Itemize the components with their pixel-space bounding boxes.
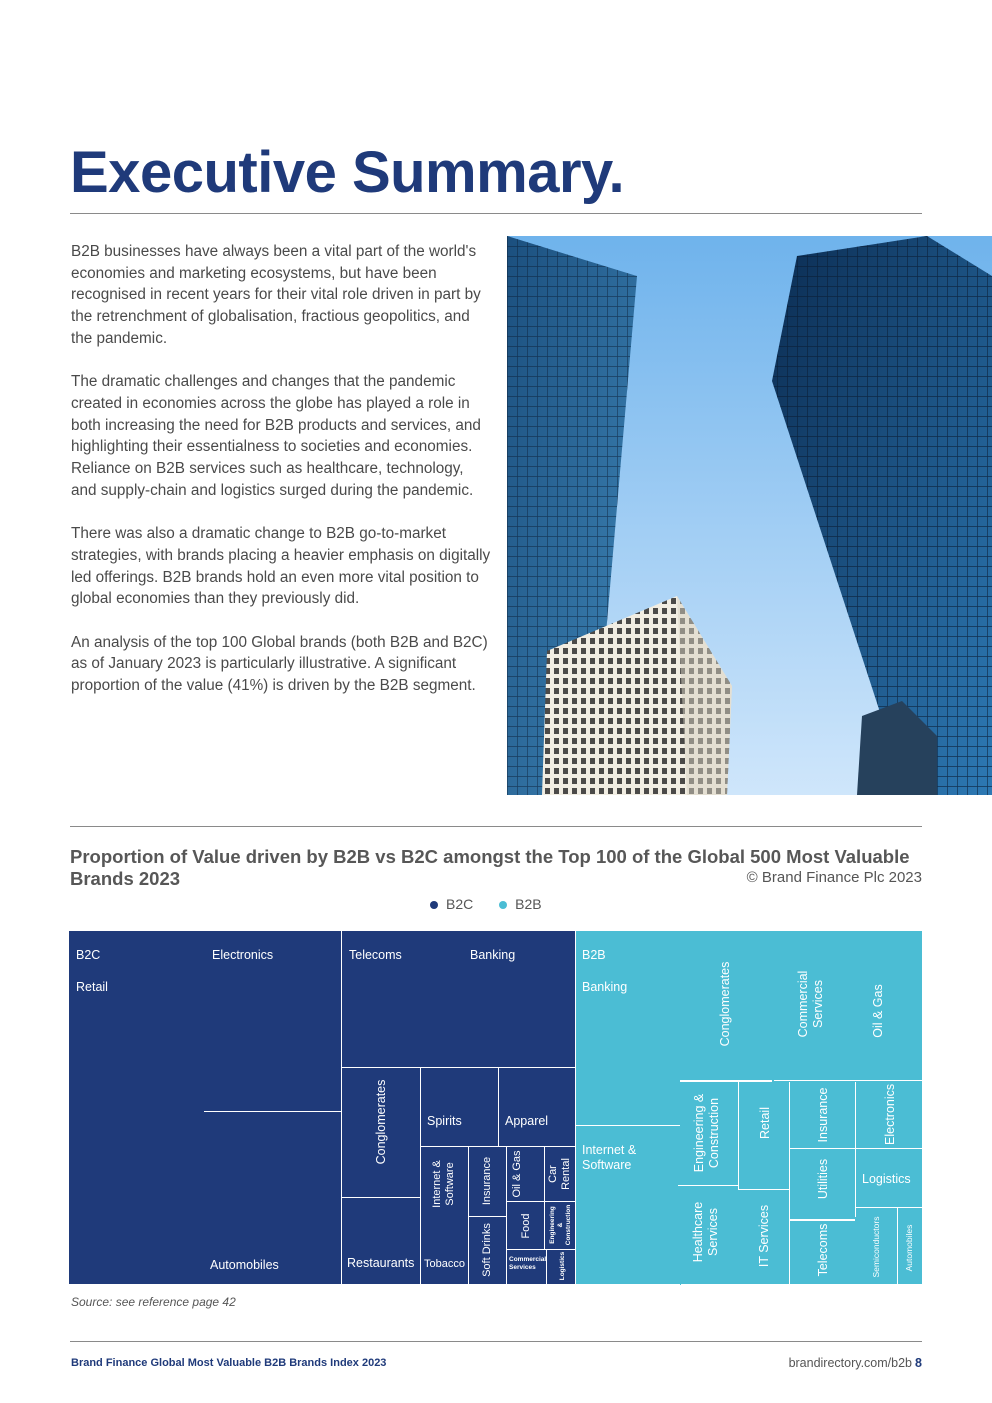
tile-label-banking: Banking — [470, 948, 516, 962]
tile-label-b2b-oil-gas: Oil & Gas — [871, 984, 885, 1038]
tile-label-internet-software: Internet & Software — [431, 1160, 456, 1208]
tile-restaurants — [342, 1198, 421, 1285]
tile-label-b2b-conglomerates: Conglomerates — [718, 961, 732, 1047]
title-divider — [70, 213, 922, 214]
tile-label-b2b-utilities: Utilities — [816, 1158, 830, 1200]
page-number: 8 — [915, 1356, 922, 1370]
tile-divider — [855, 1207, 922, 1208]
legend-dot-icon — [499, 901, 507, 909]
intro-paragraph: An analysis of the top 100 Global brands (both B2B and B2C) as of January 2023 is particularly illustrative. A significant proportion of the value (41%) is driven by the B2B segment. — [71, 633, 488, 695]
intro-paragraph: The dramatic challenges and changes that the pandemic created in economies across the globe has played a role in both increasing the need for B2B products and services, and highlighting their essentialness to societies and economies. Reliance on B2B services such as healthcare, technology, and supply-chain and logistics surged during the pandemic. — [71, 373, 481, 499]
tile-label-electronics: Electronics — [212, 948, 274, 962]
chart-title: Proportion of Value driven by B2B vs B2C amongst the Top 100 of the Global 500 Most Valuable Brands 2023 — [70, 846, 910, 889]
tile-label-b2c: B2C — [76, 948, 101, 962]
tile-label-logistics: Logistics — [559, 1251, 566, 1281]
tile-label-b2b-semiconductors: Semiconductors — [871, 1216, 881, 1278]
tile-divider — [204, 1111, 341, 1112]
tile-divider — [678, 1185, 738, 1186]
tile-label-car-rental: Car Rental — [547, 1158, 572, 1190]
chart-source: Source: see reference page 42 — [71, 1295, 236, 1309]
tile-label-spirits: Spirits — [427, 1114, 462, 1128]
tile-label-commercial-services: Commercial Services — [509, 1256, 547, 1271]
tile-label-b2b-internet-software: Internet & Software — [582, 1143, 637, 1172]
intro-paragraph: B2B businesses have always been a vital part of the world's economies and marketing ecosystems, but have been recognised in recent years for their vital role driven in part by the retrenchment of globalisation, fractious geopolitics, and the pandemic. — [71, 243, 481, 347]
tile-label-insurance: Insurance — [481, 1156, 493, 1206]
tile-label-b2b-healthcare: Healthcare Services — [691, 1201, 720, 1263]
tile-divider — [789, 1219, 855, 1221]
tile-label-restaurants: Restaurants — [347, 1256, 415, 1270]
tile-divider — [789, 1082, 790, 1285]
tile-divider — [738, 1082, 739, 1189]
tile-label-b2b-commercial-services: Commercial Services — [796, 970, 825, 1038]
tile-label-b2b-retail: Retail — [758, 1107, 772, 1139]
tile-label-b2b-logistics: Logistics — [862, 1172, 911, 1186]
tile-label-b2b-insurance: Insurance — [816, 1087, 830, 1143]
tile-label-b2b: B2B — [582, 948, 606, 962]
footer-report-name: Brand Finance Global Most Valuable B2B Brands Index 2023 — [71, 1357, 387, 1369]
tile-divider — [680, 1080, 772, 1082]
tile-label-apparel: Apparel — [505, 1114, 549, 1128]
tile-label-telecoms: Telecoms — [349, 948, 402, 962]
treemap — [69, 931, 922, 1285]
page-title: Executive Summary. — [70, 140, 625, 205]
tile-b2c-retail-electronics-automobiles — [69, 931, 342, 1285]
tile-divider — [680, 931, 681, 1285]
chart-legend — [430, 896, 542, 912]
tile-divider — [576, 1125, 680, 1126]
tile-label-b2b-automobiles: Automobiles — [904, 1224, 914, 1272]
tile-label-automobiles: Automobiles — [210, 1258, 279, 1272]
legend-item-b2b — [499, 896, 541, 912]
tile-divider — [204, 931, 205, 1111]
tile-label-food: Food — [520, 1213, 532, 1239]
tile-label-b2b-telecoms: Telecoms — [816, 1223, 830, 1277]
chart-copyright: © Brand Finance Plc 2023 — [746, 869, 922, 886]
legend-dot-icon — [430, 901, 438, 909]
tile-divider — [738, 1189, 789, 1190]
legend-item-b2c — [430, 896, 477, 912]
tile-label-retail: Retail — [76, 980, 108, 994]
legend-label: B2B — [515, 896, 542, 912]
skyscrapers-photo — [507, 236, 992, 795]
chart-divider — [70, 826, 922, 827]
tile-divider — [855, 1082, 856, 1148]
tile-label-conglomerates: Conglomerates — [374, 1079, 388, 1165]
tile-label-engineering-construction: Engineering & Construction — [549, 1204, 572, 1246]
tile-label-b2b-banking: Banking — [582, 980, 628, 994]
legend-label: B2C — [446, 896, 474, 912]
tile-divider — [897, 1208, 898, 1285]
tile-label-b2b-eng-construction: Engineering & Construction — [692, 1093, 721, 1173]
intro-text — [71, 241, 491, 718]
tile-apparel — [499, 1068, 576, 1147]
footer-divider — [70, 1341, 922, 1342]
tile-divider — [774, 1080, 922, 1081]
tile-spirits — [421, 1068, 499, 1147]
tile-label-soft-drinks: Soft Drinks — [481, 1223, 493, 1277]
tile-label-tobacco: Tobacco — [424, 1258, 465, 1270]
footer-url[interactable]: brandirectory.com/b2b — [788, 1356, 912, 1370]
intro-paragraph: There was also a dramatic change to B2B go-to-market strategies, with brands placing a heavier emphasis on digitally led offerings. B2B brands hold an even more vital position to global economies than they previously did. — [71, 525, 491, 608]
tile-label-b2b-it-services: IT Services — [757, 1204, 771, 1268]
tile-label-b2b-electronics: Electronics — [883, 1083, 897, 1145]
tile-label-oil-gas: Oil & Gas — [511, 1150, 523, 1198]
